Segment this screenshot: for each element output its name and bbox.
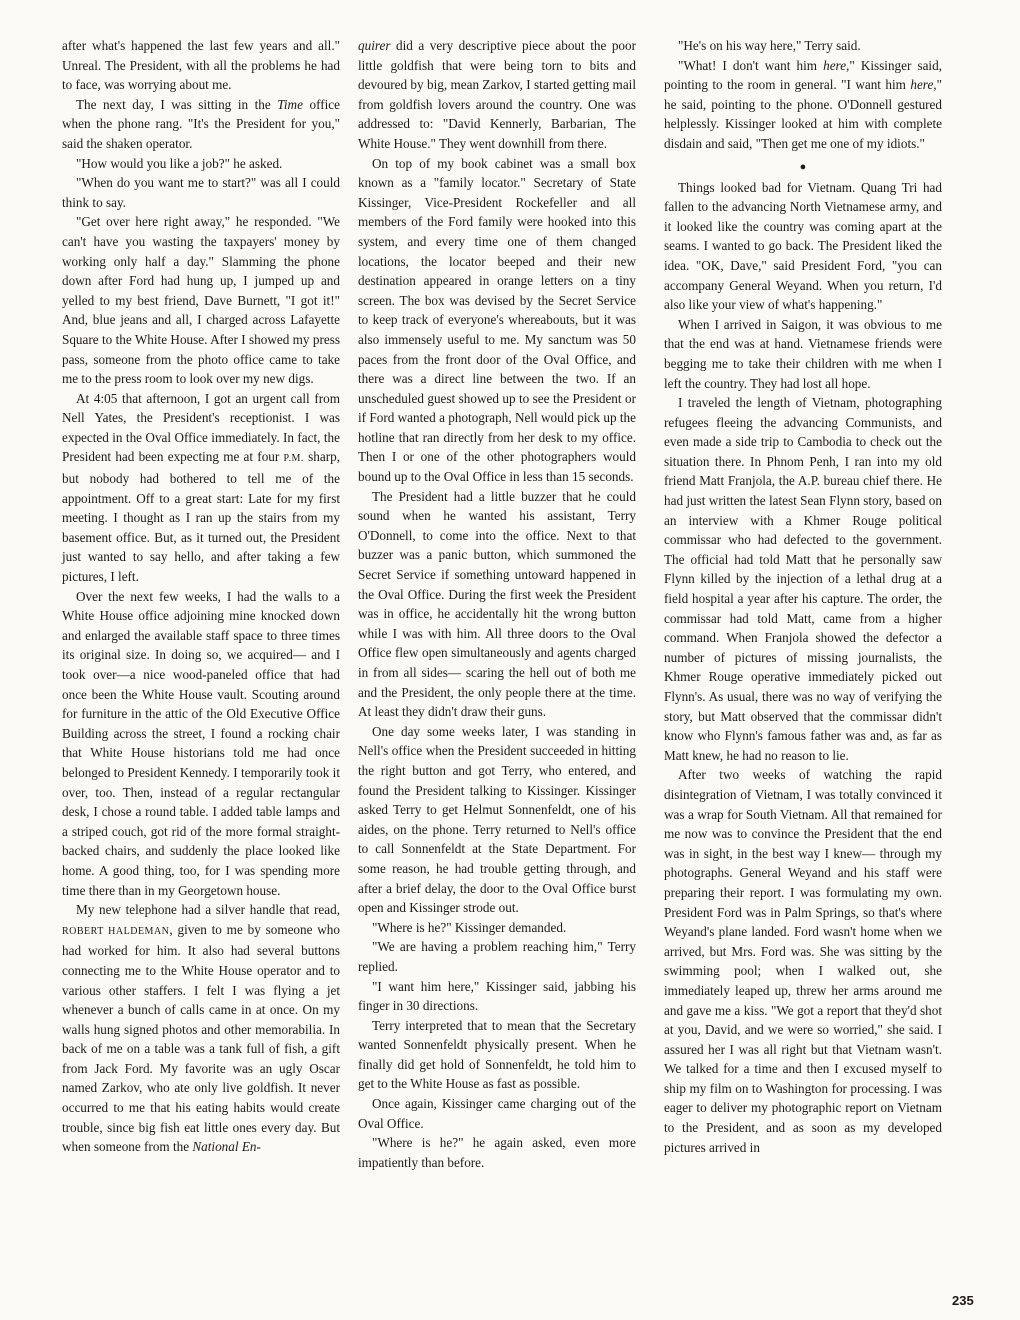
text-run: did a very descriptive piece about the poor little goldfish that were being torn to bits and devoured by big, mean Zarkov, I started getting mail from goldfish lovers around the country. One was addressed to: "David Kennerly, Barbarian, The White House." They went downhill from there. xyxy=(358,38,636,151)
text-run: "How would you like a job?" he asked. xyxy=(76,155,283,171)
paragraph xyxy=(62,36,340,95)
text-run: Over the next few weeks, I had the walls to a White House office adjoining mine knocked down and enlarged the available staff space to three times its original size. In doing so, we acquired— and I took over—a nice wood-paneled office that had once been the White House vault. Scouting around for furniture in the attic of the Old Executive Office Building across the street, I found a rocking chair that White House historians told me had once belonged to President Kennedy. I temporarily took it over, too. Then, instead of a regular rectangular desk, I chose a round table. I added table lamps and a striped couch, got rid of the more formal straight-backed chairs, and suddenly the place looked like home. A good thing, too, for I was spending more time there than in my Georgetown house. xyxy=(62,588,340,898)
text-run: When I arrived in Saigon, it was obvious to me that the end was at hand. Vietnamese friends were begging me to take their children with me when I left the country. They had lost all hope. xyxy=(664,316,942,391)
text-run: "Get over here right away," he responded. "We can't have you wasting the taxpayers' money by working only half a day." Slamming the phone down after Ford had hung up, I jumped up and yelled to my best friend, Dave Burnett, "I got it!" And, blue jeans and all, I charged across Lafayette Square to the White House. After I showed my press pass, someone from the photo office came to take me to the press room to look over my new digs. xyxy=(62,214,340,387)
paragraph xyxy=(358,722,636,918)
text-run: here, xyxy=(910,77,937,93)
paragraph xyxy=(62,173,340,212)
paragraph xyxy=(358,154,636,487)
paragraph xyxy=(358,977,636,1016)
paragraph xyxy=(664,56,942,154)
paragraph xyxy=(358,937,636,976)
text-run: "I want him here," Kissinger said, jabbing his finger in 30 directions. xyxy=(358,978,636,1014)
text-run: "We are having a problem reaching him," Terry replied. xyxy=(358,939,636,974)
paragraph xyxy=(358,487,636,722)
paragraph xyxy=(358,918,636,938)
text-run: Time xyxy=(277,96,303,112)
text-run: , given to me by someone who had worked for him. It also had several buttons connecting me to the White House operator and to various other staffers. I felt I was flying a jet whenever a bunch of calls came in at once. On my walls hung signed photos and other memorabilia. In back of me on a table was a tank full of fish, a gift from Jack Ford. My favorite was an ugly Oscar named Zarkov, who ate only live goldfish. It never occurred to me that his eating habits would create trouble, since big fish eat little ones every day. But when someone from the xyxy=(62,921,340,1155)
paragraph xyxy=(62,587,340,901)
text-run: One day some weeks later, I was standing in Nell's office when the President succeeded in hitting the right button and got Terry, who entered, and found the President talking to Kissinger. Kissinger asked Terry to get Helmut Sonnenfeldt, one of his aides, on the phone. Terry returned to Nell's office to call Sonnenfeldt at the State Department. For some reason, he had trouble getting through, and after a brief delay, the door to the Oval Office burst open and Kissinger strode out. xyxy=(358,723,636,916)
paragraph xyxy=(358,36,636,154)
text-run: On top of my book cabinet was a small box known as a "family locator." Secretary of State Kissinger, Vice-President Rockefeller and all members of the Ford family were hooked into this system, and every time one of them changed locations, the locator beeped and their new destination appeared in orange letters on a tiny screen. The box was devised by the Secret Service to keep track of everyone's whereabouts, but it was also immensely useful to me. My sanctum was 50 paces from the front door of the Oval Office, and there was a direct line between the two. If an unscheduled guest showed up to see the President or if Ford wanted a photograph, Nell would pick up the hotline that ran directly from her desk to my office. Then I or one of the other photographers would bound up to the Oval Office in less than 15 seconds. xyxy=(358,155,636,485)
text-run: "Where is he?" he again asked, even more impatiently than before. xyxy=(358,1135,636,1170)
paragraph xyxy=(664,178,942,315)
text-run: At 4:05 that afternoon, I got an urgent call from Nell Yates, the President's receptionist. I was expected in the Oval Office immediately. In fact, the President had been expecting me at four xyxy=(62,390,340,465)
text-run: Things looked bad for Vietnam. Quang Tri had fallen to the advancing North Vietnamese army, and it looked like the country was coming apart at the seams. I wanted to go back. The President liked the idea. "OK, Dave," said President Ford, "you can accompany General Weyand. When you return, I'd also like your view of what's happening." xyxy=(664,179,942,313)
paragraph xyxy=(62,389,340,587)
paragraph xyxy=(664,36,942,56)
text-run: Terry interpreted that to mean that the Secretary wanted Sonnenfeldt physically present. When he finally did get hold of Sonnenfeldt, he told him to get to the White House as fast as possible. xyxy=(358,1017,636,1092)
text-run: "When do you want me to start?" was all I could think to say. xyxy=(62,175,340,210)
text-run: sharp, but nobody had bothered to tell me of the appointment. Off to a great start: Late for my first meeting. I thought as I ran up the stairs from my basement office. But, as it turned out, the President just wanted to say hello, and after taking a few pictures, I left. xyxy=(62,449,340,585)
text-run: I traveled the length of Vietnam, photographing refugees fleeing the advancing Communists, and even made a side trip to Cambodia to check out the situation there. In Phnom Penh, I ran into my old friend Matt Franjola, the A.P. bureau chief there. He had just written the latest Sean Flynn story, based on an interview with a Khmer Rouge political commissar who had defected to the government. The official had told Matt that he personally saw Flynn killed by the injection of a lethal drug at a field hospital a year after his capture. The order, the commissar had told Matt, came from a higher command. When Franjola showed the defector a number of pictures of missing journalists, the Khmer Rouge operative immediately picked out Flynn's. As usual, there was no way of verifying the story, but Matt observed that the commissar didn't know who Flynn's famous father was and, as far as Matt knew, he had no reason to lie. xyxy=(664,395,942,763)
text-run: After two weeks of watching the rapid disintegration of Vietnam, I was totally convinced it was a wrap for South Vietnam. All that remained for me now was to convince the President that the end was in sight, in the best way I knew— through my photographs. General Weyand and his staff were preparing their report. I was formulating my own. President Ford was in Palm Springs, so that's where Weyand's plane landed. Ford wasn't home when we arrived, but Mrs. Ford was. She was sitting by the swimming pool; when I walked out, she immediately leaped up, threw her arms around me and gave me a kiss. "We got a report that they'd shot at you, David, and we were so worried," she said. I assured her I was all right but that Vietnam wasn't. We talked for a time and then I excused myself to ship my film on to Washington for processing. I was eager to deliver my photographic report on Vietnam to the President, and as soon as my developed pictures arrived in xyxy=(664,767,942,1155)
text-run: " he said, pointing to the phone. O'Donnell gestured helplessly. Kissinger looked at him with complete disdain and said, "Then get me one of my idiots." xyxy=(664,77,942,151)
text-run: National En- xyxy=(192,1139,261,1155)
paragraph xyxy=(358,1133,636,1172)
paragraph xyxy=(664,315,942,393)
paragraph xyxy=(62,154,340,174)
text-column-3 xyxy=(664,36,942,1157)
text-run: quirer xyxy=(358,38,391,53)
text-run: "He's on his way here," Terry said. xyxy=(678,38,861,53)
text-run: Once again, Kissinger came charging out of the Oval Office. xyxy=(358,1096,636,1131)
text-run: My new telephone had a silver handle that read, xyxy=(76,902,340,918)
text-run: The next day, I was sitting in the xyxy=(76,96,278,112)
page-number: 235 xyxy=(952,1293,974,1308)
text-run: here, xyxy=(823,57,850,73)
paragraph xyxy=(358,1016,636,1094)
text-run: "What! I don't want him xyxy=(678,57,824,73)
text-column-1 xyxy=(62,36,340,1157)
paragraph xyxy=(664,393,942,765)
text-run: P.M. xyxy=(283,453,304,465)
text-run: The President had a little buzzer that he could sound when he wanted his assistant, Terry O'Donnell, to come into the office. Next to that buzzer was a panic button, which summoned the Secret Service if something untoward happened in the Oval Office. During the first week the President was in office, he accidentally hit the wrong button while I was with him. All three doors to the Oval Office flew open simultaneously and agents charged in from all sides— scaring the hell out of both me and the President, the only people there at the time. At least they didn't draw their guns. xyxy=(358,488,636,720)
text-run: " Kissinger said, pointing to the room in general. "I want him xyxy=(664,57,942,93)
paragraph xyxy=(358,1094,636,1133)
text-run: ROBERT HALDEMAN xyxy=(62,925,170,937)
paragraph xyxy=(62,900,340,1157)
paragraph xyxy=(62,95,340,154)
paragraph xyxy=(664,765,942,1157)
text-run: "Where is he?" Kissinger demanded. xyxy=(372,919,567,935)
text-run: office when the phone rang. "It's the President for you," said the shaken operator. xyxy=(62,96,340,151)
section-break-bullet: ● xyxy=(799,160,807,173)
text-column-2 xyxy=(358,36,636,1172)
text-run: after what's happened the last few years and all." Unreal. The President, with all the problems he had to face, was worrying about me. xyxy=(62,38,340,93)
paragraph xyxy=(62,212,340,388)
